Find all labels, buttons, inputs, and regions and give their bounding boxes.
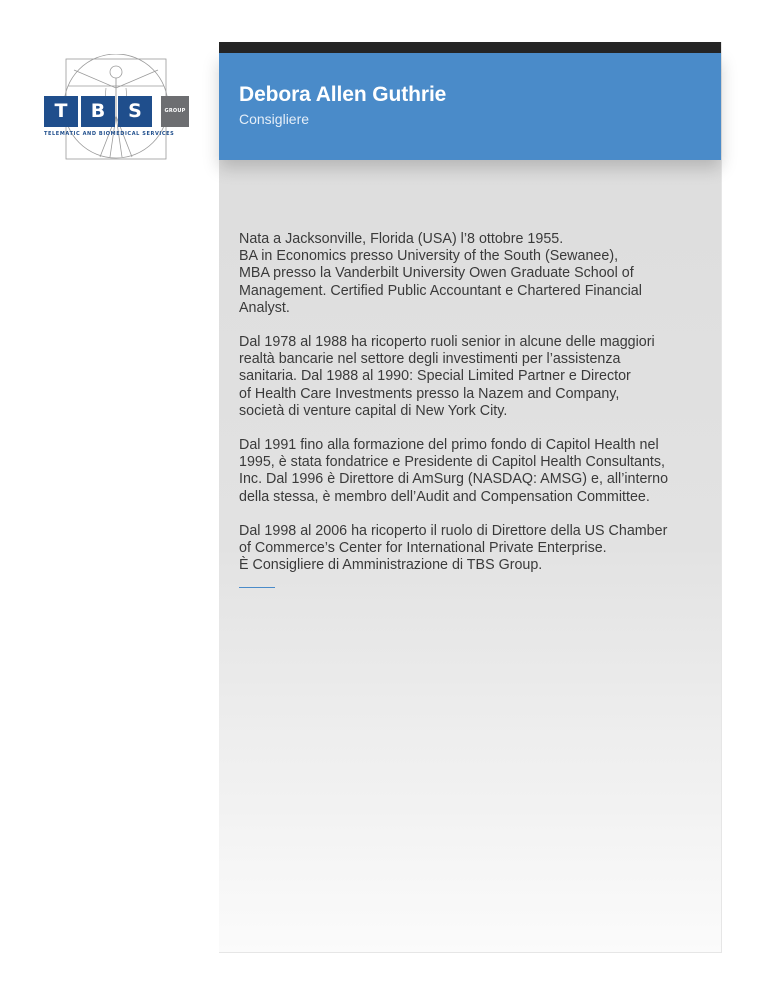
bio-line: Dal 1991 fino alla formazione del primo fondo di Capitol Health nel — [239, 437, 659, 454]
logo-letter-t: T — [44, 96, 78, 127]
bio-line: Nata a Jacksonville, Florida (USA) l’8 ottobre 1955. — [239, 231, 564, 247]
bio-line: Inc. Dal 1996 è Direttore di AmSurg (NASDAQ: AMSG) e, all’interno — [239, 471, 669, 488]
accent-divider — [239, 587, 275, 588]
bio-line: MBA presso la Vanderbilt University Owen Graduate School of — [239, 265, 634, 282]
bio-line: È Consigliere di Amministrazione di TBS Group. — [239, 557, 543, 574]
person-name: Debora Allen Guthrie — [239, 83, 447, 106]
biography — [239, 231, 709, 591]
bio-line: realtà bancarie nel settore degli investimenti per l’assistenza — [239, 351, 621, 368]
bio-line: of Health Care Investments presso la Nazem and Company, — [239, 385, 620, 402]
bio-paragraph-4 — [239, 523, 709, 575]
profile-card — [219, 42, 722, 953]
bio-line: BA in Economics presso University of the South (Sewanee), — [239, 248, 619, 265]
bio-line: of Commerce’s Center for International Private Enterprise. — [239, 540, 607, 557]
logo-letter-s: S — [118, 96, 152, 127]
logo-tagline: TELEMATIC AND BIOMEDICAL SERVICES — [44, 131, 175, 137]
bio-line: 1995, è stata fondatrice e Presidente di Capitol Health Consultants, — [239, 454, 665, 471]
bio-line: della stessa, è membro dell’Audit and Compensation Committee. — [239, 488, 650, 505]
bio-line: Analyst. — [239, 299, 290, 316]
tbs-group-logo — [44, 54, 189, 164]
logo-group-label: GROUP — [161, 96, 189, 127]
bio-line: Dal 1998 al 2006 ha ricoperto il ruolo di Direttore della US Chamber — [239, 522, 668, 539]
bio-paragraph-1 — [239, 231, 709, 317]
bio-line: sanitaria. Dal 1988 al 1990: Special Limited Partner e Director — [239, 368, 631, 385]
card-top-bar — [219, 42, 721, 53]
bio-paragraph-3 — [239, 437, 709, 506]
card-header — [219, 53, 721, 160]
bio-paragraph-2 — [239, 334, 709, 420]
logo-letter-b: B — [81, 96, 115, 127]
person-role: Consigliere — [239, 111, 310, 127]
bio-line: Management. Certified Public Accountant e Chartered Financial — [239, 282, 642, 299]
bio-line: società di venture capital di New York City. — [239, 402, 508, 419]
logo-letter-row — [44, 96, 189, 127]
bio-line: Dal 1978 al 1988 ha ricoperto ruoli senior in alcune delle maggiori — [239, 334, 655, 351]
